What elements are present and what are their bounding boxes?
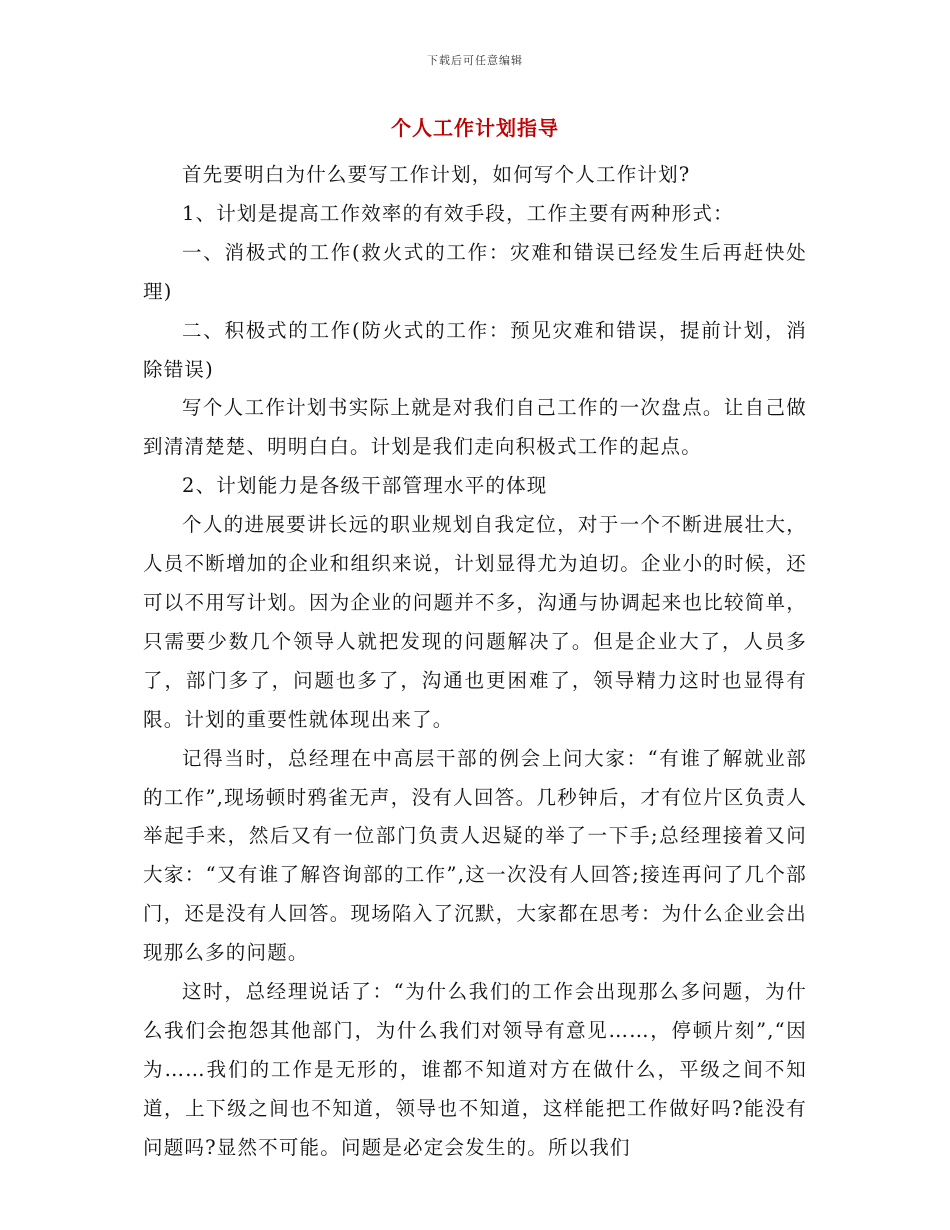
paragraph: 个人的进展要讲长远的职业规划自我定位，对于一个不断进展壮大，人员不断增加的企业和组织来说，计划显得尤为迫切。企业小的时候，还可以不用写计划。因为企业的问题并不多，沟通与协调起来也比较简单，只需要少数几个领导人就把发现的问题解决了。但是企业大了，人员多了，部门多了，问题也多了，沟通也更困难了，领导精力这时也显得有限。计划的重要性就体现出来了。 bbox=[143, 513, 807, 731]
paragraph: 1、计划是提高工作效率的有效手段，工作主要有两种形式： bbox=[182, 201, 734, 225]
document-body bbox=[143, 156, 807, 1168]
paragraph: 首先要明白为什么要写工作计划，如何写个人工作计划? bbox=[182, 163, 691, 186]
paragraph: 二、积极式的工作(防火式的工作：预见灾难和错误，提前计划，消除错误) bbox=[143, 318, 807, 381]
document-title: 个人工作计划指导 bbox=[391, 116, 559, 140]
paragraph: 一、消极式的工作(救火式的工作：灾难和错误已经发生后再赶快处理) bbox=[143, 240, 807, 303]
paragraph: 记得当时，总经理在中高层干部的例会上问大家：“有谁了解就业部的工作”,现场顿时鸦雀无声，没有人回答。几秒钟后，才有位片区负责人举起手来，然后又有一位部门负责人迟疑的举了一下手;总经理接着又问大家：“又有谁了解咨询部的工作”,这一次没有人回答;接连再问了几个部门，还是没有人回答。现场陷入了沉默，大家都在思考：为什么企业会出现那么多的问题。 bbox=[143, 746, 807, 965]
paragraph: 2、计划能力是各级干部管理水平的体现 bbox=[182, 474, 548, 498]
header-note: 下载后可任意编辑 bbox=[427, 54, 523, 67]
paragraph: 写个人工作计划书实际上就是对我们自己工作的一次盘点。让自己做到清清楚楚、明明白白。计划是我们走向积极式工作的起点。 bbox=[143, 396, 807, 459]
paragraph: 这时，总经理说话了：“为什么我们的工作会出现那么多问题，为什么我们会抱怨其他部门，为什么我们对领导有意见……，停顿片刻”,“因为……我们的工作是无形的，谁都不知道对方在做什么，平级之间不知道，上下级之间也不知道，领导也不知道，这样能把工作做好吗?能没有问题吗?显然不可能。问题是必定会发生的。所以我们 bbox=[143, 980, 807, 1159]
